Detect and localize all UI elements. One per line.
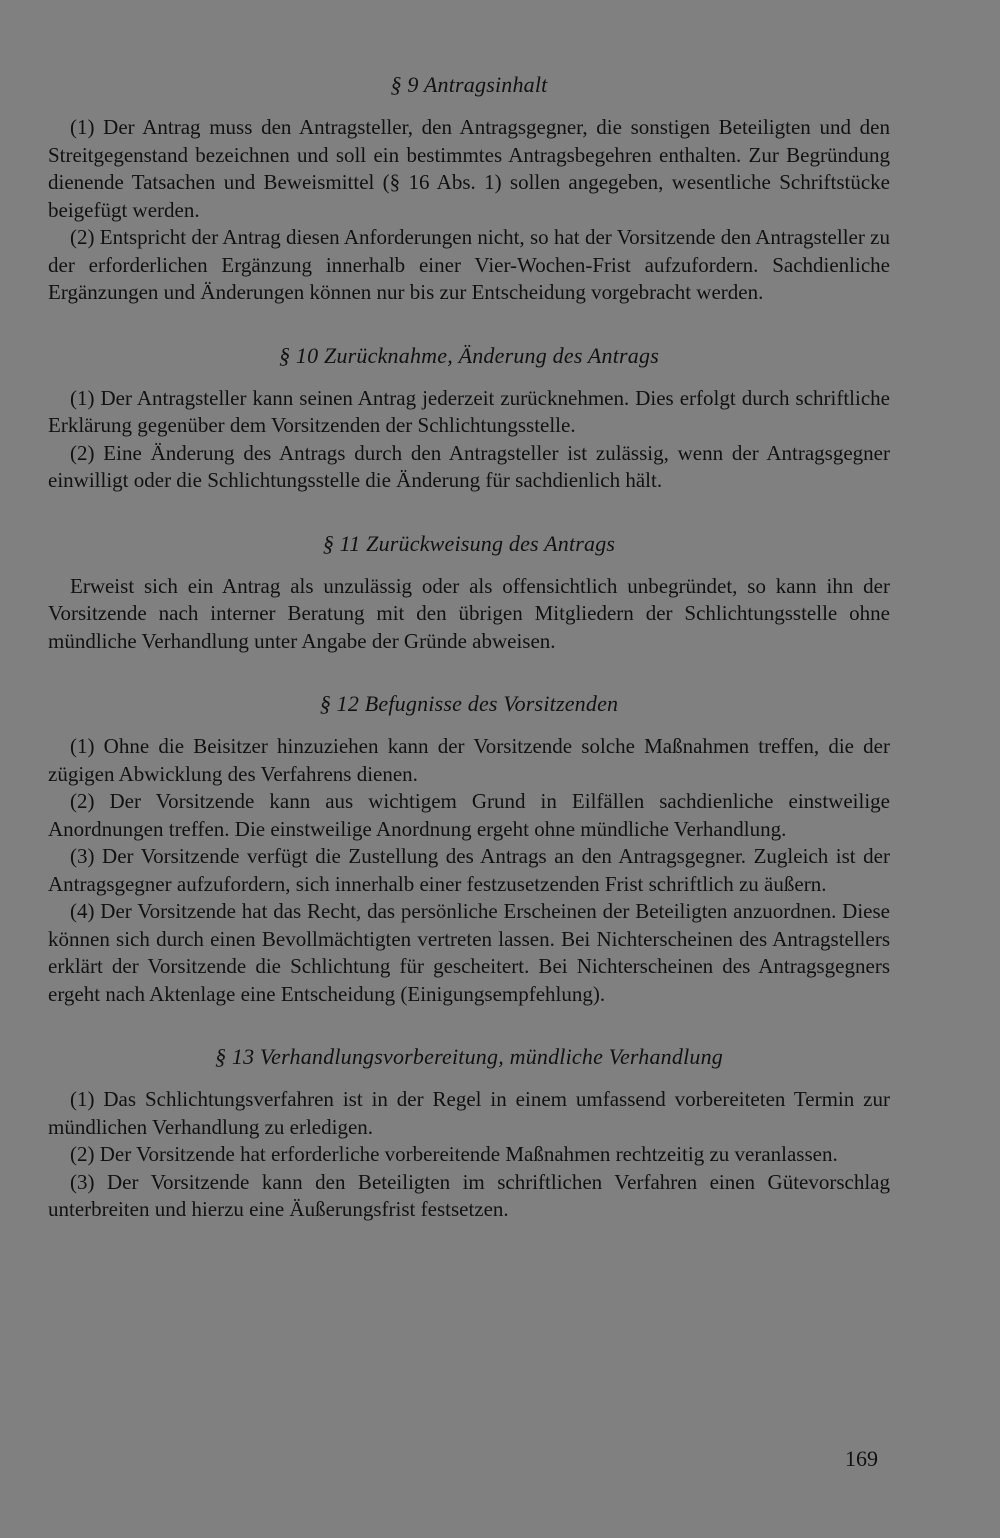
page-number: 169	[845, 1446, 878, 1471]
document-page	[48, 70, 890, 1258]
section-heading: § 12 Befugnisse des Vorsitzenden	[319, 691, 619, 716]
paragraph: Erweist sich ein Antrag als unzulässig oder als offensichtlich unbegründet, so kann ihn der Vorsitzende nach interner Beratung mit den übrigen Mitgliedern der Schlichtungsstelle ohne mündliche Verhandlung unter Angabe der Gründe abweisen.	[48, 573, 890, 653]
section-9	[48, 70, 890, 307]
paragraph: (3) Der Vorsitzende verfügt die Zustellung des Antrags an den Antragsgegner. Zugleich ist der Antragsgegner aufzufordern, sich innerhalb einer festzusetzenden Frist schriftlich zu äußern.	[48, 844, 890, 896]
paragraph: (1) Ohne die Beisitzer hinzuziehen kann der Vorsitzende solche Maßnahmen treffen, die der zügigen Abwicklung des Verfahrens dienen.	[48, 734, 890, 786]
paragraph: (2) Der Vorsitzende kann aus wichtigem Grund in Eilfällen sachdienliche einstweilige Anordnungen treffen. Die einstweilige Anordnung ergeht ohne mündliche Verhandlung.	[48, 789, 890, 841]
section-heading: § 13 Verhandlungsvorbereitung, mündliche Verhandlung	[214, 1044, 723, 1069]
paragraph: (3) Der Vorsitzende kann den Beteiligten im schriftlichen Verfahren einen Gütevorschlag unterbreiten und hierzu eine Äußerungsfrist festsetzen.	[48, 1169, 890, 1221]
section-10	[48, 341, 890, 495]
paragraph: (2) Entspricht der Antrag diesen Anforderungen nicht, so hat der Vorsitzende den Antragsteller zu der erforderlichen Ergänzung innerhalb einer Vier-Wochen-Frist aufzufordern. Sachdienliche Ergänzungen und Änderungen können nur bis zur Entscheidung vorgebracht werden.	[48, 225, 890, 304]
paragraph: (1) Der Antrag muss den Antragsteller, den Antragsgegner, die sonstigen Beteiligten und den Streitgegenstand bezeichnen und soll ein bestimmtes Antragsbegehren enthalten. Zur Begründung dienende Tatsachen und Beweismittel (§ 16 Abs. 1) sollen angegeben, wesentliche Schriftstücke beigefügt werden.	[48, 115, 890, 222]
section-12	[48, 689, 890, 1008]
paragraph: (2) Der Vorsitzende hat erforderliche vorbereitende Maßnahmen rechtzeitig zu veranlassen.	[70, 1142, 838, 1166]
paragraph: (1) Das Schlichtungsverfahren ist in der Regel in einem umfassend vorbereiteten Termin zur mündlichen Verhandlung zu erledigen.	[48, 1087, 890, 1139]
paragraph: (4) Der Vorsitzende hat das Recht, das persönliche Erscheinen der Beteiligten anzuordnen. Diese können sich durch einen Bevollmächtigten vertreten lassen. Bei Nichterscheinen des Antragstellers erklärt der Vorsitzende die Schlichtung für gescheitert. Bei Nichterscheinen des Antragsgegners ergeht nach Aktenlage eine Entscheidung (Einigungsempfehlung).	[48, 899, 890, 1006]
section-13	[48, 1042, 890, 1224]
paragraph: (1) Der Antragsteller kann seinen Antrag jederzeit zurücknehmen. Dies erfolgt durch schriftliche Erklärung gegenüber dem Vorsitzenden der Schlichtungsstelle.	[48, 385, 890, 437]
section-heading: § 9 Antragsinhalt	[390, 72, 548, 97]
paragraph: (2) Eine Änderung des Antrags durch den Antragsteller ist zulässig, wenn der Antragsgegner einwilligt oder die Schlichtungsstelle die Änderung für sachdienlich hält.	[48, 440, 890, 492]
section-heading: § 11 Zurückweisung des Antrags	[322, 530, 616, 556]
section-11	[48, 529, 890, 656]
section-heading: § 10 Zurücknahme, Änderung des Antrags	[279, 342, 659, 368]
